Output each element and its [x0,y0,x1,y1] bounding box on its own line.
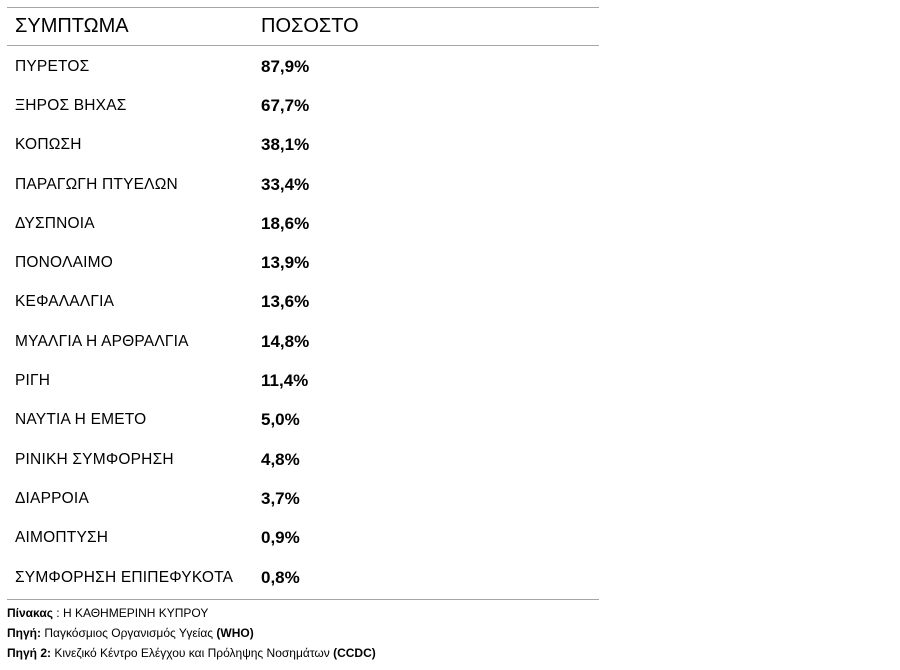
table-credit-text: : Η ΚΑΘΗΜΕΡΙΝΗ ΚΥΠΡΟΥ [52,606,209,620]
table-row [7,440,599,479]
source-2-line [7,643,376,663]
symptom-cell: ΔΙΑΡΡΟΙΑ [15,489,89,507]
table-credit-line [7,603,376,623]
symptom-cell: ΡΙΝΙΚΗ ΣΥΜΦΟΡΗΣΗ [15,450,174,468]
symptom-cell: ΞΗΡΟΣ ΒΗΧΑΣ [15,96,127,114]
percent-cell: 11,4% [261,371,309,391]
table-row [7,322,599,361]
table-row [7,126,599,165]
source-label: Πηγή: [7,626,41,640]
percent-cell: 13,9% [261,253,310,273]
symptom-cell: ΠΥΡΕΤΟΣ [15,57,90,75]
source-abbrev: (WHO) [216,626,254,640]
table-row [7,558,599,597]
table-row [7,165,599,204]
percent-cell: 87,9% [261,56,310,76]
table-row [7,401,599,440]
source-text: Παγκόσμιος Οργανισμός Υγείας [41,626,217,640]
header-percent: ΠΟΣΟΣΤΟ [261,15,359,37]
symptom-cell: ΚΟΠΩΣΗ [15,136,82,154]
percent-cell: 13,6% [261,292,310,312]
table-row [7,519,599,558]
table-row [7,86,599,125]
symptoms-table [7,7,599,600]
percent-cell: 0,8% [261,567,300,587]
source-2-label: Πηγή 2: [7,646,52,660]
symptom-cell: ΚΕΦΑΛΑΛΓΙΑ [15,293,115,311]
percent-cell: 3,7% [261,488,300,508]
symptom-cell: ΑΙΜΟΠΤΥΣΗ [15,529,109,547]
table-body [7,46,599,599]
percent-cell: 5,0% [261,410,300,430]
percent-cell: 67,7% [261,95,310,115]
table-row [7,479,599,518]
percent-cell: 14,8% [261,331,310,351]
percent-cell: 18,6% [261,213,310,233]
table-row [7,283,599,322]
symptom-cell: ΣΥΜΦΟΡΗΣΗ ΕΠΙΠΕΦΥΚΟΤΑ [15,568,234,586]
symptom-cell: ΠΑΡΑΓΩΓΗ ΠΤΥΕΛΩΝ [15,175,178,193]
source-2-abbrev: (CCDC) [333,646,376,660]
source-notes [7,603,376,663]
table-row [7,361,599,400]
symptom-cell: ΔΥΣΠΝΟΙΑ [15,214,95,232]
header-symptom: ΣΥΜΠΤΩΜΑ [15,15,129,37]
symptom-cell: ΝΑΥΤΙΑ Η ΕΜΕΤΟ [15,411,147,429]
percent-cell: 33,4% [261,174,310,194]
source-line [7,623,376,643]
symptom-cell: ΜΥΑΛΓΙΑ Η ΑΡΘΡΑΛΓΙΑ [15,332,189,350]
table-row [7,47,599,86]
percent-cell: 4,8% [261,449,300,469]
table-row [7,204,599,243]
symptom-cell: ΠΟΝΟΛΑΙΜΟ [15,254,113,272]
percent-cell: 38,1% [261,135,310,155]
table-credit-label: Πίνακας [7,606,53,620]
percent-cell: 0,9% [261,528,300,548]
source-2-text: Κινεζικό Κέντρο Ελέγχου και Πρόληψης Νοσημάτων [51,646,334,660]
table-row [7,243,599,282]
symptom-cell: ΡΙΓΗ [15,372,51,390]
table-header-row [7,8,599,46]
